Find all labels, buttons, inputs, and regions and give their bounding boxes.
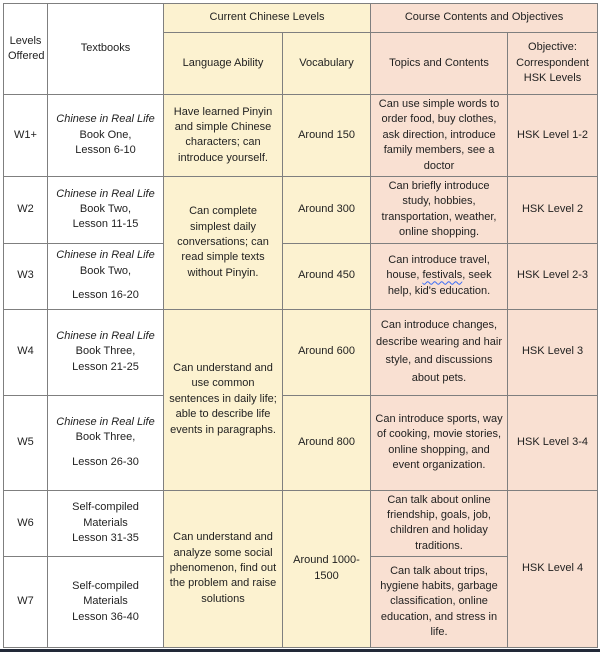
cell-textbook-w3 xyxy=(48,243,164,309)
vocabulary-line1: Around 1000- xyxy=(293,554,360,567)
cell-hsk-w3: HSK Level 2-3 xyxy=(508,243,598,309)
cell-textbook-w1plus xyxy=(48,95,164,177)
cell-topics-w1plus: Can use simple words to order food, buy clothes, ask direction, introduce family members, see a doctor xyxy=(371,95,508,177)
textbook-title: Chinese in Real Life xyxy=(56,187,155,200)
cell-language-ability-w4-w5: Can understand and use common sentences in daily life; able to describe life events in paragraphs. xyxy=(164,309,283,490)
cell-hsk-w6-w7: HSK Level 4 xyxy=(508,490,598,648)
cell-vocabulary-w2: Around 300 xyxy=(283,176,371,243)
textbook-title: Chinese in Real Life xyxy=(56,113,155,126)
cell-textbook-w6 xyxy=(48,490,164,557)
textbook-lesson: Lesson 21-25 xyxy=(72,360,139,373)
cell-vocabulary-w5: Around 800 xyxy=(283,395,371,490)
cell-topics-w5: Can introduce sports, way of cooking, movie stories, online shopping, and event organization. xyxy=(371,395,508,490)
header-course-contents-objectives: Course Contents and Objectives xyxy=(371,4,598,33)
cell-hsk-w2: HSK Level 2 xyxy=(508,176,598,243)
textbook-lesson: Lesson 6-10 xyxy=(75,144,136,157)
textbook-book: Book Three, xyxy=(75,431,136,444)
cell-level-w5: W5 xyxy=(4,395,48,490)
course-level-table-wrapper xyxy=(0,3,600,652)
cell-vocabulary-w6-w7 xyxy=(283,490,371,648)
textbook-book: Book Two, xyxy=(79,264,132,277)
textbook-title: Chinese in Real Life xyxy=(56,415,155,428)
cell-vocabulary-w3: Around 450 xyxy=(283,243,371,309)
cell-textbook-w7 xyxy=(48,557,164,648)
textbook-title: Self-compiled Materials xyxy=(72,579,139,608)
cell-hsk-w4: HSK Level 3 xyxy=(508,309,598,395)
textbook-book: Book Two, xyxy=(79,203,132,216)
vocabulary-line2: 1500 xyxy=(314,569,339,582)
header-vocabulary: Vocabulary xyxy=(283,32,371,94)
textbook-lesson: Lesson 36-40 xyxy=(72,610,139,623)
textbook-lesson: Lesson 31-35 xyxy=(72,531,139,544)
textbook-title: Self-compiled Materials xyxy=(72,501,139,529)
cell-level-w2: W2 xyxy=(4,176,48,243)
textbook-book: Book Three, xyxy=(75,345,136,358)
header-objective-hsk-levels: Objective: Correspondent HSK Levels xyxy=(508,32,598,94)
misspelled-word-festivals: festivals xyxy=(422,269,463,282)
textbook-lesson: Lesson 16-20 xyxy=(72,289,139,302)
cell-vocabulary-w4: Around 600 xyxy=(283,309,371,395)
cell-language-ability-w2-w3: Can complete simplest daily conversations; can read simple texts without Pinyin. xyxy=(164,176,283,309)
cell-textbook-w5 xyxy=(48,395,164,490)
cell-level-w6: W6 xyxy=(4,490,48,557)
topics-text-before: Can introduce travel, house, xyxy=(386,253,490,282)
cell-textbook-w2 xyxy=(48,176,164,243)
cell-topics-w6: Can talk about online friendship, goals, job, children and holiday traditions. xyxy=(371,490,508,557)
cell-topics-w3 xyxy=(371,243,508,309)
textbook-title: Chinese in Real Life xyxy=(56,249,155,262)
topics-text-after: , seek help, kid's education. xyxy=(387,269,492,297)
header-levels-offered: Levels Offered xyxy=(4,4,48,95)
course-level-table xyxy=(3,3,598,648)
header-textbooks: Textbooks xyxy=(48,4,164,95)
cell-hsk-w5: HSK Level 3-4 xyxy=(508,395,598,490)
cell-level-w3: W3 xyxy=(4,243,48,309)
cell-language-ability-w1plus: Have learned Pinyin and simple Chinese characters; can introduce yourself. xyxy=(164,95,283,177)
cell-level-w1plus: W1+ xyxy=(4,95,48,177)
cell-level-w4: W4 xyxy=(4,309,48,395)
textbook-book: Book One, xyxy=(79,128,132,141)
textbook-lesson: Lesson 26-30 xyxy=(72,455,139,468)
cell-textbook-w4 xyxy=(48,309,164,395)
header-current-chinese-levels: Current Chinese Levels xyxy=(164,4,371,33)
textbook-title: Chinese in Real Life xyxy=(56,329,155,342)
cell-hsk-w1plus: HSK Level 1-2 xyxy=(508,95,598,177)
cell-topics-w4: Can introduce changes, describe wearing and hair style, and discussions about pets. xyxy=(371,309,508,395)
cell-topics-w7: Can talk about trips, hygiene habits, garbage classification, online education, and stress in life. xyxy=(371,557,508,648)
textbook-lesson: Lesson 11-15 xyxy=(72,218,139,231)
cell-language-ability-w6-w7: Can understand and analyze some social phenomenon, find out the problem and raise solutions xyxy=(164,490,283,648)
header-language-ability: Language Ability xyxy=(164,32,283,94)
cell-level-w7: W7 xyxy=(4,557,48,648)
header-topics-and-contents: Topics and Contents xyxy=(371,32,508,94)
cell-vocabulary-w1plus: Around 150 xyxy=(283,95,371,177)
cell-topics-w2: Can briefly introduce study, hobbies, transportation, weather, online shopping. xyxy=(371,176,508,243)
